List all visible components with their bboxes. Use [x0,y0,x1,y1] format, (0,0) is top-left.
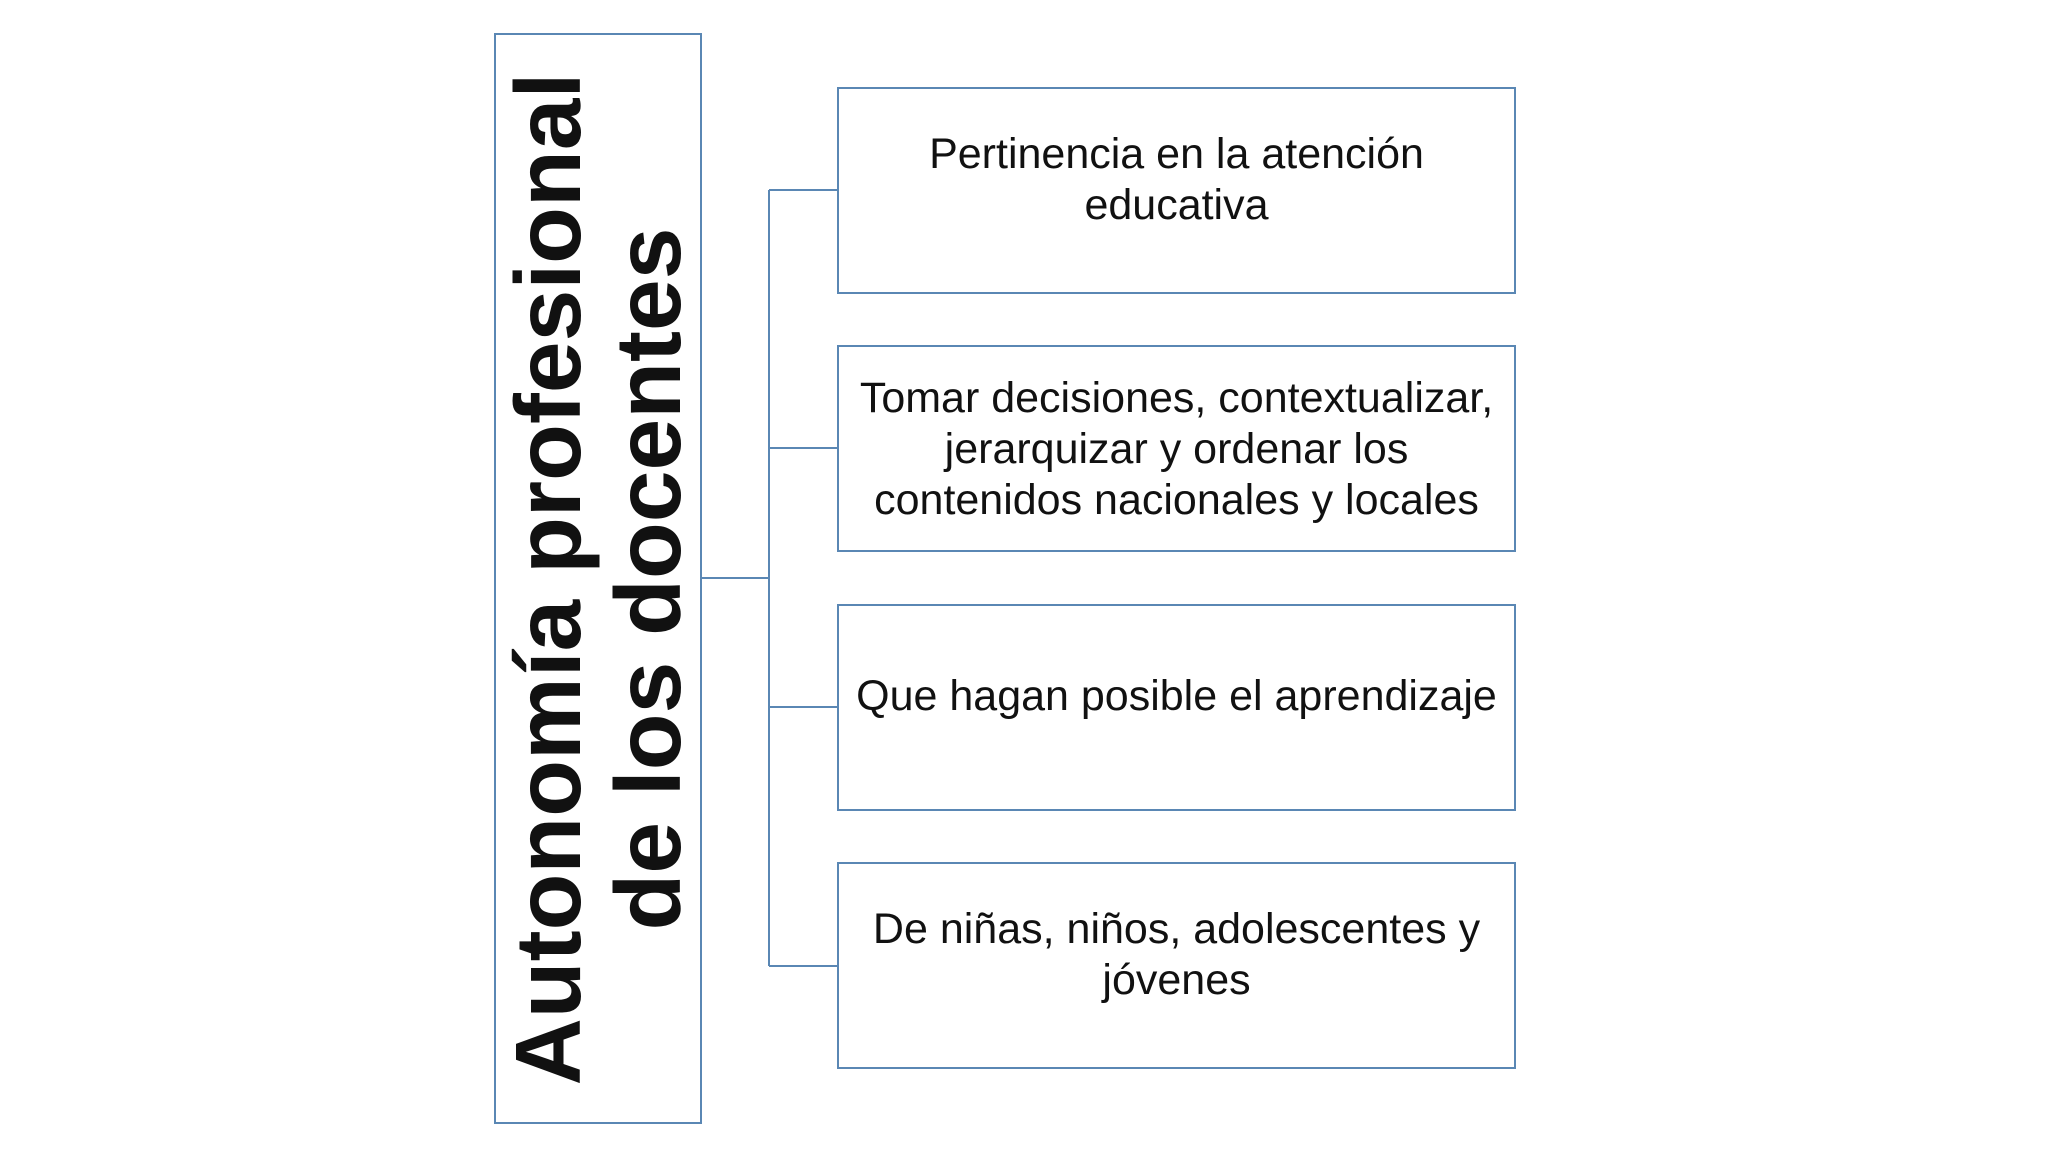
child-node-tomar-decisiones [837,345,1516,552]
child-node-label: Que hagan posible el aprendizaje [856,672,1497,720]
child-node-aprendizaje [837,604,1516,811]
root-node [494,33,702,1124]
child-node-label: De niñas, niños, adolescentes y jóvenes [872,904,1481,1004]
root-node-label: Autonomía profesional de los docentes [496,72,700,1085]
child-node-pertinencia [837,87,1516,294]
child-node-label: Pertinencia en la atención educativa [929,129,1424,229]
child-node-label: Tomar decisiones, contextualizar, jerarquizar y ordenar los contenidos nacionales y locales [859,374,1494,524]
child-node-ninas-ninos [837,862,1516,1069]
